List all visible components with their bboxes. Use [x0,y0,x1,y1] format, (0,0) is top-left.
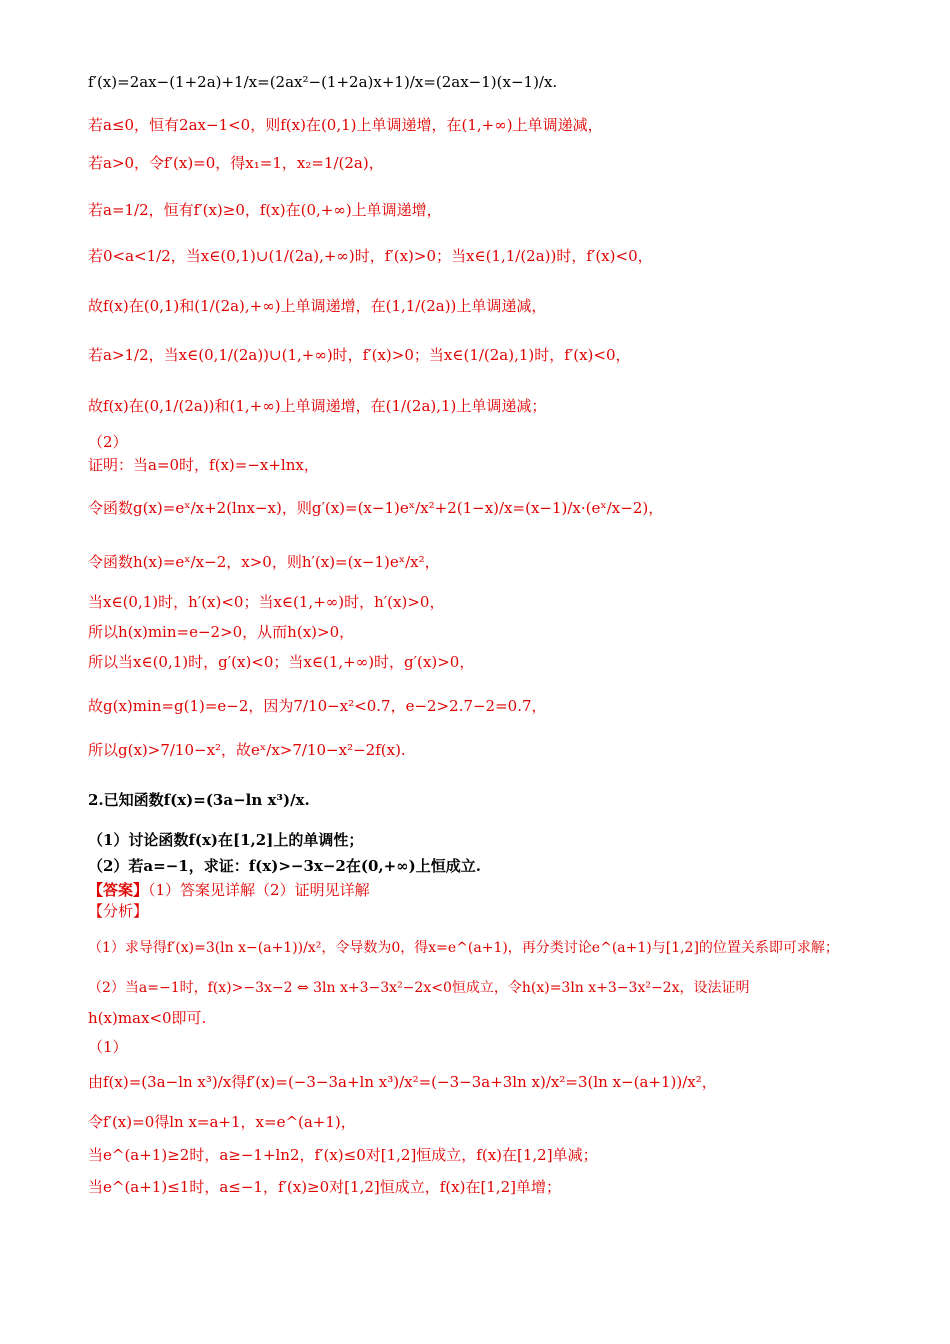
line-question-2-title: 2.已知函数f(x)=(3a−ln x³)/x. [88,791,310,809]
line-question-2-part-1: （1）讨论函数f(x)在[1,2]上的单调性； [88,831,364,849]
line-answer: 【答案】（1）答案见详解（2）证明见详解 [88,881,370,899]
line-h-monotonic: 当x∈(0,1)时，h′(x)<0；当x∈(1,+∞)时，h′(x)>0， [88,593,445,611]
line-conclusion-1: 故f(x)在(0,1)和(1/(2a),+∞)上单调递增，在(1,1/(2a))上单调递减， [88,297,547,315]
line-define-h: 令函数h(x)=eˣ/x−2，x>0，则h′(x)=(x−1)eˣ/x²， [88,553,440,571]
line-final-conclusion: 所以g(x)>7/10−x²，故eˣ/x>7/10−x²−2f(x). [88,741,406,759]
line-case-a-positive: 若a>0，令f′(x)=0，得x₁=1，x₂=1/(2a)， [88,154,384,172]
line-case-a-greater-half: 若a>1/2，当x∈(0,1/(2a))∪(1,+∞)时，f′(x)>0；当x∈(1/(2a),1)时，f′(x)<0， [88,346,631,364]
line-solution-derivative: 由f(x)=(3a−ln x³)/x得f′(x)=(−3−3a+ln x³)/x²=(−3−3a+3ln x)/x²=3(ln x−(a+1))/x²， [88,1073,717,1091]
line-question-2-part-2: （2）若a=−1，求证：f(x)>−3x−2在(0,+∞)上恒成立. [88,857,481,875]
line-case-a-less-half: 若0<a<1/2，当x∈(0,1)∪(1/(2a),+∞)时，f′(x)>0；当x∈(1,1/(2a))时，f′(x)<0， [88,247,653,265]
line-solution-critical-point: 令f′(x)=0得ln x=a+1，x=e^(a+1)， [88,1113,356,1131]
line-analysis-label: 【分析】 [88,902,149,920]
line-h-min: 所以h(x)min=e−2>0，从而h(x)>0， [88,623,355,641]
line-solution-case-1: 当e^(a+1)≥2时，a≥−1+ln2，f′(x)≤0对[1,2]恒成立，f(x)在[1,2]单减； [88,1146,598,1164]
line-part-2-label: （2） [88,433,128,451]
line-define-g: 令函数g(x)=eˣ/x+2(lnx−x)，则g′(x)=(x−1)eˣ/x²+2(1−x)/x=(x−1)/x·(eˣ/x−2)， [88,499,664,517]
line-solution-case-2: 当e^(a+1)≤1时，a≤−1，f′(x)≥0对[1,2]恒成立，f(x)在[1,2]单增； [88,1178,562,1196]
line-proof-start: 证明：当a=0时，f(x)=−x+lnx， [88,456,319,474]
line-derivative-formula: f′(x)=2ax−(1+2a)+1/x=(2ax²−(1+2a)x+1)/x=(2ax−1)(x−1)/x. [88,73,558,91]
line-solution-part-1-label: （1） [88,1038,128,1056]
line-analysis-2-cont: h(x)max<0即可. [88,1009,207,1027]
line-case-a-nonpositive: 若a≤0，恒有2ax−1<0，则f(x)在(0,1)上单调递增，在(1,+∞)上单调递减， [88,116,603,134]
line-analysis-2: （2）当a=−1时，f(x)>−3x−2 ⇔ 3ln x+3−3x²−2x<0恒成立，令h(x)=3ln x+3−3x²−2x，设法证明 [88,980,750,996]
line-case-a-half: 若a=1/2，恒有f′(x)≥0，f(x)在(0,+∞)上单调递增， [88,201,442,219]
line-g-min: 故g(x)min=g(1)=e−2，因为7/10−x²<0.7，e−2>2.7−2=0.7， [88,697,547,715]
line-conclusion-2: 故f(x)在(0,1/(2a))和(1,+∞)上单调递增，在(1/(2a),1)上单调递减； [88,397,547,415]
line-g-monotonic: 所以当x∈(0,1)时，g′(x)<0；当x∈(1,+∞)时，g′(x)>0， [88,653,475,671]
line-analysis-1: （1）求导得f′(x)=3(ln x−(a+1))/x²，令导数为0，得x=e^(a+1)，再分类讨论e^(a+1)与[1,2]的位置关系即可求解； [88,940,839,956]
